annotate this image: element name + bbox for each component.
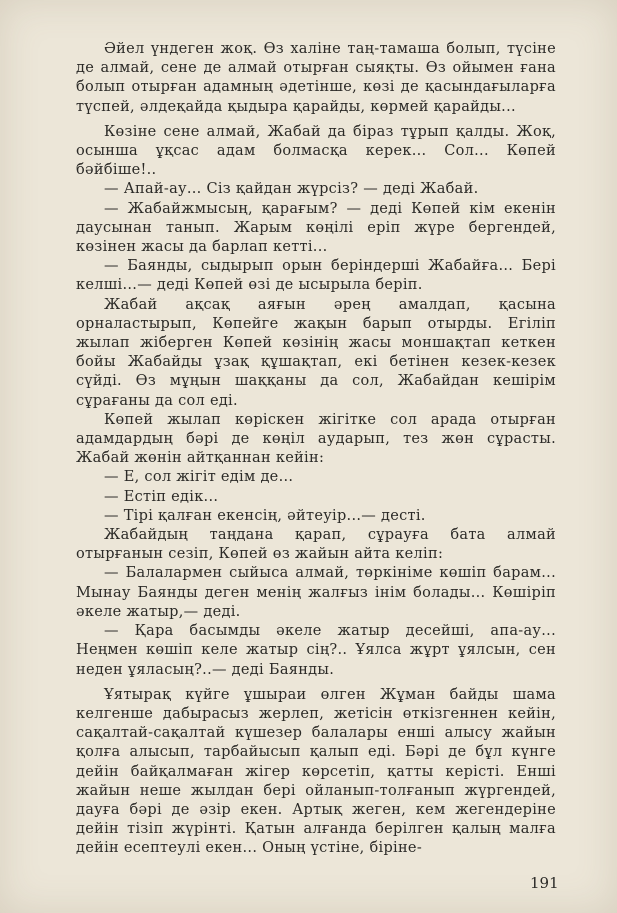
page-body-text — [76, 40, 556, 859]
paragraph: Ұятырақ күйге ұшыраи өлген Жұман байды шама келгенше дабырасыз жерлеп, жетісін өткізгеннен кейін, сақалтай-сақалтай күшезер балалары енші алысу жайын қолға алысып, тарбайысып қалып еді. Бәрі де бұл күнге дейін байқалмаған жігер көрсетіп, қатты керісті. Енші жайын неше жылдан бері ойланып-толғанып жүргендей, дауға бәрі де әзір екен. Артық жеген, кем жегендеріне дейін тізіп жүрінті. Қатын алғанда берілген қалың малға дейін есептеулі екен... Оның үстіне, біріне- — [76, 686, 556, 857]
paragraph: — Баянды, сыдырып орын берiндерші Жабайға... Бері келші...— деді Көпей өзі де ысырыла беріп. — [76, 258, 556, 294]
paragraph: — Естіп едік... — [104, 488, 219, 505]
paragraph: — Тірі қалған екенсің, әйтеуір...— десті. — [104, 507, 426, 524]
paragraph: — Балалармен сыйыса алмай, төркініме көшіп барам... Мынау Баянды деген менің жалғыз інім болады... Көшіріп әкеле жатыр,— деді. — [76, 565, 556, 620]
page-number: 191 — [530, 874, 559, 892]
paragraph: Жабайдың таңдана қарап, сұрауға бата алмай отырғанын сезіп, Көпей өз жайын айта келіп: — [76, 527, 556, 563]
paragraph: — Жабайжмысың, қарағым? — деді Көпей кім екенін даусынан танып. Жарым көңілі еріп жүре бергендей, көзінен жасы да барлап кетті... — [76, 200, 556, 256]
paragraph: Жабай ақсақ аяғын әрең амалдап, қасына орналастырып, Көпейге жақын барып отырды. Егіліп жылап жіберген Көпей көзінің жасы моншақтап кеткен бойы Жабайды ұзақ құшақтап, екі бетінен кезек-кезек сүйді. Өз мұңын шаққаны да сол, Жабайдан кешірім сұрағаны да сол еді. — [76, 296, 556, 409]
paragraph: Әйел үндеген жоқ. Өз халіне таң-тамаша болып, түсіне де алмай, сене де алмай отырған сыяқты. Өз ойымен ғана болып отырған адамның әдетінше, көзі де қасындағыларға түспей, әлдеқайда қыдыра қарайды, көрмей қарайды... — [76, 41, 556, 115]
paragraph: — Е, сол жігіт едім де... — [104, 469, 294, 486]
paragraph: Көзіне сене алмай, Жабай да біраз тұрып қалды. Жоқ, осынша ұқсас адам болмасқа керек... Сол... Көпей бәйбіше!.. — [76, 123, 556, 179]
paragraph: — Апай-ау... Сіз қайдан жүрсіз? — деді Жабай. — [104, 181, 479, 198]
paragraph: Көпей жылап көріскен жігітке сол арада отырған адамдардың бәрі де көңіл аударып, тез жөн сұрасты. Жабай жөнін айтқаннан кейін: — [76, 411, 556, 467]
paragraph: — Қара басымды әкеле жатыр десейші, апа-ау... Неңмен көшіп келе жатыр сің?.. Ұялса жұрт ұялсын, сен неден ұяласың?..— деді Баянды. — [76, 623, 556, 678]
